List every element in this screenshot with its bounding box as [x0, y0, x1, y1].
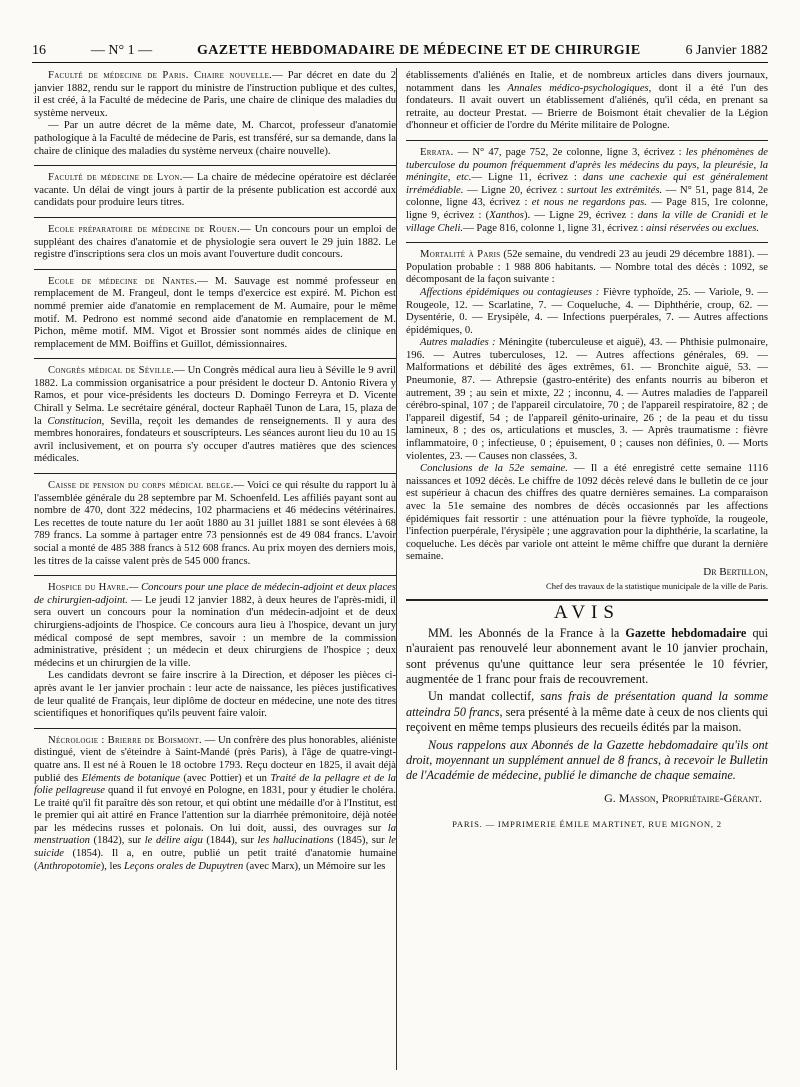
column-rule — [396, 68, 397, 1070]
article-body: — N° 47, page 752, 2e colonne, ligne 3, écrivez : — [453, 146, 686, 158]
article-head: Faculté de médecine de Paris. Chaire nouvelle. — [48, 70, 273, 81]
article-head: Caisse de pension du corps médical belge. — [48, 480, 234, 492]
article-emphasis: le délire aigu — [144, 835, 203, 847]
article-body: (1845), sur — [333, 835, 389, 847]
article-emphasis: et nous ne regardons pas. — [531, 197, 647, 209]
article-body: — M. Sauvage est nommé professeur en remplacement de M. Frangeul, dont le temps d'exercice est expiré. M. Pichon est nommé premier aide d'anatomie en remplacement de M. Aumaire, pour le même motif. M. Pedrono est nommé second aide d'anatomie en remplacement de M. Pichon, même motif. MM. Vigot et Brossier sont nommés aides de clinique en remplacement de MM. Boiffins et Guillot, démissionnaires. — [34, 275, 397, 350]
article-head: Mortalité à Paris — [420, 249, 501, 261]
article-head: Errata. — [420, 146, 454, 158]
article-head: Congrès médical de Séville. — [48, 365, 175, 377]
issue-number: — N° 1 — — [90, 43, 153, 58]
article-body: (avec Marx), un Mémoire sur les — [243, 860, 386, 872]
notice-bold: Gazette hebdomadaire — [625, 625, 747, 640]
notice-text: Un mandat collectif, — [428, 689, 541, 704]
article-emphasis: Constitucion — [47, 415, 102, 427]
article-emphasis: Eléments de botanique — [81, 772, 180, 784]
article-body: , Sevilla, reçoit les demandes de renseignements. Il y aura des membres honoraires, fondateurs et souscripteurs. Les séances auront lieu du 10 au 15 avril inclusivement, et on pourra s'y occuper d'autres matières que des sciences médicales. — [34, 415, 396, 465]
article-body: ). — Ligne 29, écrivez : — [523, 209, 638, 221]
article-emphasis: les phénomènes de tuberculose du poumon fréquemment d'après les médecins du pays, la pleurésie, la méningite, etc. — [406, 146, 768, 184]
left-column — [34, 70, 396, 873]
article-emphasis: Leçons orales de Dupuytren — [123, 860, 244, 872]
mortality-conclusions — [406, 463, 768, 564]
article-emphasis: Affections épidémiques ou contagieuses : — [420, 286, 600, 298]
article-emphasis: Conclusions de la 52e semaine. — [420, 463, 568, 475]
article-paris-chair — [34, 70, 396, 120]
article-body: — Un Congrès médical aura lieu à Séville le 9 avril 1882. La commission organisatrice a pour président le docteur D. Antonio Rivera y Ramos, et pour vice-présidents les docteurs D. Domingo Ferreyra et D. Vicente Chirall y Selma. Le secrétaire général, docteur Raphaël Tunon de Lara, 15, plaza de la — [34, 365, 396, 427]
notice-paragraph — [406, 738, 768, 784]
article-body: — Il a été enregistré cette semaine 1116 naissances et 1092 décès. Le chiffre de 1092 décès relevé dans le bulletin de ce jour est supérieur à chacun des chiffres des quatre dernières semaines. La comparaison avec la 51e semaine des nombres de décès occasionnés par les affections épidémiques fait ressortir : une atténuation pour la fièvre typhoïde, la rougeole, l'infection puerpérale, l'érysipèle ; une aggravation pour la diphthérie, la scarlatine, la coqueluche. Les décès par variole ont atteint le même chiffre que durant la dernière semaine. — [406, 463, 768, 563]
printer-imprint: PARIS. — IMPRIMERIE ÉMILE MARTINET, RUE MIGNON, 2 — [452, 819, 722, 830]
article-body: (1854). Il a, en outre, publié un petit traité d'anatomie humaine ( — [34, 848, 396, 872]
separator — [34, 358, 396, 359]
signature-title: Chef des travaux de la statistique municipale de la ville de Paris. — [546, 580, 768, 591]
article-emphasis: — Concours pour une place de médecin-adjoint et deux places de chirurgien-adjoint. — [34, 582, 396, 606]
article-emphasis: Anthropotomie — [37, 860, 101, 872]
notice-paragraph — [406, 689, 768, 735]
article-emphasis: le suicide — [34, 835, 396, 860]
right-column — [406, 70, 768, 831]
article-emphasis: dans la ville de Cranidi et le village Cheli. — [406, 209, 768, 234]
article-nantes — [34, 276, 396, 352]
article-body: , dont il a été l'un des fondateurs. Il avait ouvert un établissement d'aliénés, qu'il céda, en prenant sa retraite, au docteur Prestat. — Brierre de Boismont était chevalier de la Légion d'honneur et officier de l'ordre du Mérite militaire de Pologne. — [406, 82, 768, 132]
notice-section — [406, 602, 769, 784]
article-errata — [406, 147, 768, 235]
article-emphasis: Xanthos — [489, 209, 524, 221]
separator — [34, 217, 396, 218]
article-emphasis: la menstruation — [34, 822, 396, 847]
article-body: ), les — [100, 860, 124, 872]
article-body: — N° 51, page 814, 2e colonne, ligne 43, écrivez : — [406, 184, 768, 209]
article-body: — Par un autre décret de la même date, M. Charcot, professeur d'anatomie pathologique à la Faculté de médecine de Paris, est transféré, sur sa demande, dans la chaire de clinique des maladies du système nerveux (chaire nouvelle). — [34, 120, 396, 157]
article-head: Ecole préparatoire de médecine de Rouen. — [48, 223, 240, 235]
article-body: — Page 816, colonne 1, ligne 31, écrivez : — [463, 222, 647, 234]
article-body: — Ligne 11, écrivez : — [471, 172, 583, 184]
article-head: Nécrologie : Brierre de Boismont. — [48, 734, 202, 746]
separator — [34, 165, 396, 166]
article-rouen — [34, 224, 396, 262]
article-emphasis: dans une cachexie qui est généralement irrémédiable. — [406, 172, 768, 196]
article-body: (avec Pottier) et un — [179, 772, 271, 784]
journal-title: GAZETTE HEBDOMADAIRE DE MÉDECINE ET DE CHIRURGIE — [196, 43, 641, 58]
article-obituary — [34, 735, 396, 874]
issue-date: 6 Janvier 1882 — [685, 43, 768, 58]
notice-emphasis: sans frais de présentation quand la somme atteindra 50 francs — [406, 689, 768, 719]
signature: Dr Bertillon, — [703, 565, 768, 578]
article-seville — [34, 365, 396, 466]
article-lyon — [34, 172, 396, 210]
article-havre — [34, 582, 396, 670]
article-body: (1842), sur — [89, 835, 145, 847]
separator — [34, 575, 396, 576]
running-header — [32, 40, 768, 63]
article-body: — Ligne 20, écrivez : — [463, 184, 567, 196]
mortality-epidemic — [406, 287, 768, 337]
separator — [34, 728, 396, 729]
article-head: Ecole de médecine de Nantes. — [48, 275, 198, 287]
notice-title: AVIS — [554, 602, 620, 624]
separator — [406, 140, 768, 141]
article-body: — Par décret en date du 2 janvier 1882, rendu sur le rapport du ministre de l'instruction publique et des cultes, il est créé, à la Faculté de médecine de Paris, une chaire de clinique des maladies du système nerveux. — [34, 70, 396, 119]
article-charcot — [34, 120, 396, 158]
article-emphasis: Autres maladies : — [420, 337, 496, 349]
article-belgian-fund — [34, 480, 396, 568]
separator — [34, 269, 396, 270]
separator — [34, 473, 396, 474]
notice-text: , sera présenté à la même date à ceux de nos clients qui reçoivent en même temps plusieurs des recueils édités par la maison. — [406, 704, 768, 735]
article-body: — Le jeudi 12 janvier 1882, à deux heures de l'après-midi, il sera ouvert un concours pour la nomination d'un médecin-adjoint et de deux chirurgiens-adjoints de l'hospice. Ce concours aura lieu à l'hospice, devant un jury médical composé de sept membres, savoir : un membre de la commission administrative, président ; un médecin et deux chirurgiens de l'hospice ; deux médecins et un chirurgien de la ville. — [34, 594, 396, 669]
article-body: — Un confrère des plus honorables, aliéniste distingué, vient de s'éteindre à Saint-Mandé (près Paris), à l'âge de quatre-vingt-quatre ans. Il est né à Rouen le 18 octobre 1793. Reçu docteur en 1825, il avait déjà publié des — [34, 734, 397, 784]
article-head: Hospice du Havre. — [48, 582, 129, 594]
article-body: Méningite (tuberculeuse et aiguë), 43. — Phthisie pulmonaire, 196. — Autres tuberculoses, 12. — Autres affections générales, 69. — Malformations et débilité des âges extrêmes, 61. — Bronchite aiguë, 53. — Pneumonie, 87. — Athrepsie (gastro-entérite) des enfants nourris au biberon et autrement, 39 ; au sein et mixte, 22 ; inconnu, 4. — Autres maladies de l'appareil cérébro-spinal, 107 ; de l'appareil circulatoire, 70 ; de l'appareil respiratoire, 82 ; de l'appareil digestif, 54 ; de l'appareil génito-urinaire, 26 ; de la peau et du tissu lamineux, 8 ; des os, articulations et muscles, 3. — Après traumatisme : fièvre inflammatoire, 0 ; infectieuse, 0 ; épuisement, 0 ; causes non définies, 0. — Morts violentes, 23. — Causes non classées, 3. — [406, 337, 768, 462]
notice-paragraph — [406, 626, 768, 688]
article-body: — Un concours pour un emploi de suppléant des chaires d'anatomie et de physiologie sera ouvert le 29 juin 1882. Le registre d'inscriptions sera clos un mois avant l'ouverture dudit concours. — [34, 223, 397, 261]
article-emphasis: ainsi réservées ou exclues. — [646, 222, 760, 234]
notice-text: MM. les Abonnés de la France à la — [428, 625, 626, 640]
article-body: — Voici ce qui résulte du rapport lu à l'assemblée générale du 28 septembre par M. Schoenfeld. Les affiliés payant sont au nombre de 470, dont 322 médecins, 102 pharmaciens et 46 médecins vétérinaires. Les recettes de toute nature du 1er août 1880 au 31 juillet 1881 se sont élevées à 68 789 francs. La somme à partager entre 73 pensionnés est de 49 084 francs. L'avoir social a monté de 485 388 francs à 512 608 francs. Au prix moyen des derniers mois, les titres de la caisse valent près de 545 000 francs. — [34, 480, 396, 567]
article-body: établissements d'aliénés en Italie, et de nombreux articles dans divers journaux, notamment dans les — [406, 70, 768, 94]
notice-text: qui n'auraient pas renouvelé leur abonnement avant le 10 janvier prochain, sont prévenus qu'une quittance leur sera présentée le 10 février, augmentée de 1 franc pour frais de recouvrement. — [406, 625, 769, 686]
page-number: 16 — [32, 43, 46, 58]
obituary-continued — [406, 70, 768, 133]
article-emphasis: les hallucinations — [257, 835, 334, 847]
notice-emphasis: Nous rappelons aux Abonnés de la Gazette hebdomadaire qu'ils ont droit, moyennant un supplément annuel de 8 francs, à recevoir le Bulletin de l'Académie de médecine, publié le dimanche de chaque semaine. — [406, 737, 768, 783]
article-emphasis: surtout les extrémités. — [567, 184, 663, 196]
article-emphasis: Traité de la pellagre et de la folie pellagreuse — [34, 772, 396, 797]
article-mortality — [406, 249, 768, 287]
article-body: Les candidats devront se faire inscrire à la Direction, et déposer les pièces ci-après avant le 1er janvier prochain : leur acte de naissance, les pièces justificatives de leur qualité de Français, leur diplôme de docteur en médecine, une note des titres scientifiques et honorifiques qu'ils peuvent faire valoir. — [34, 670, 396, 720]
article-emphasis: Annales médico-psychologiques — [507, 82, 649, 94]
article-body: (52e semaine, du vendredi 23 au jeudi 29 décembre 1881). — Population probable : 1 988 806 habitants. — Nombre total des décès : 1092, se décomposant de la façon suivante : — [406, 249, 768, 286]
separator — [406, 599, 768, 601]
separator — [406, 242, 768, 243]
article-body: (1844), sur — [202, 835, 258, 847]
article-body: Fièvre typhoïde, 25. — Variole, 9. — Rougeole, 12. — Scarlatine, 7. — Coqueluche, 4. — Diphthérie, croup, 62. — Dysentérie, 0. — Erysipèle, 4. — Infections puerpérales, 7. — Autres affections épidémiques, 0. — [406, 286, 768, 336]
article-head: Faculté de médecine de Lyon. — [48, 172, 183, 184]
publisher-signature: G. Masson, Propriétaire-Gérant. — [604, 790, 762, 805]
mortality-other — [406, 337, 768, 463]
article-body: — Page 815, 1re colonne, ligne 9, écrivez : ( — [406, 197, 768, 221]
article-havre-candidates — [34, 670, 396, 720]
article-body: — La chaire de médecine opératoire est déclarée vacante. Un délai de vingt jours à partir de la présente publication est accordé aux candidats pour produire leurs titres. — [34, 172, 396, 209]
article-body: quand il fut envoyé en Pologne, en 1831, pour y étudier le choléra. Le traité qu'il fit paraître dès son retour, et qui obtint une médaille d'or à l'Institut, est le premier qui ait attiré en France l'attention sur la diarrhée prémonitoire, déjà notée par les médecins russes et polonais. On lui doit, aussi, des ouvrages sur — [34, 785, 396, 834]
